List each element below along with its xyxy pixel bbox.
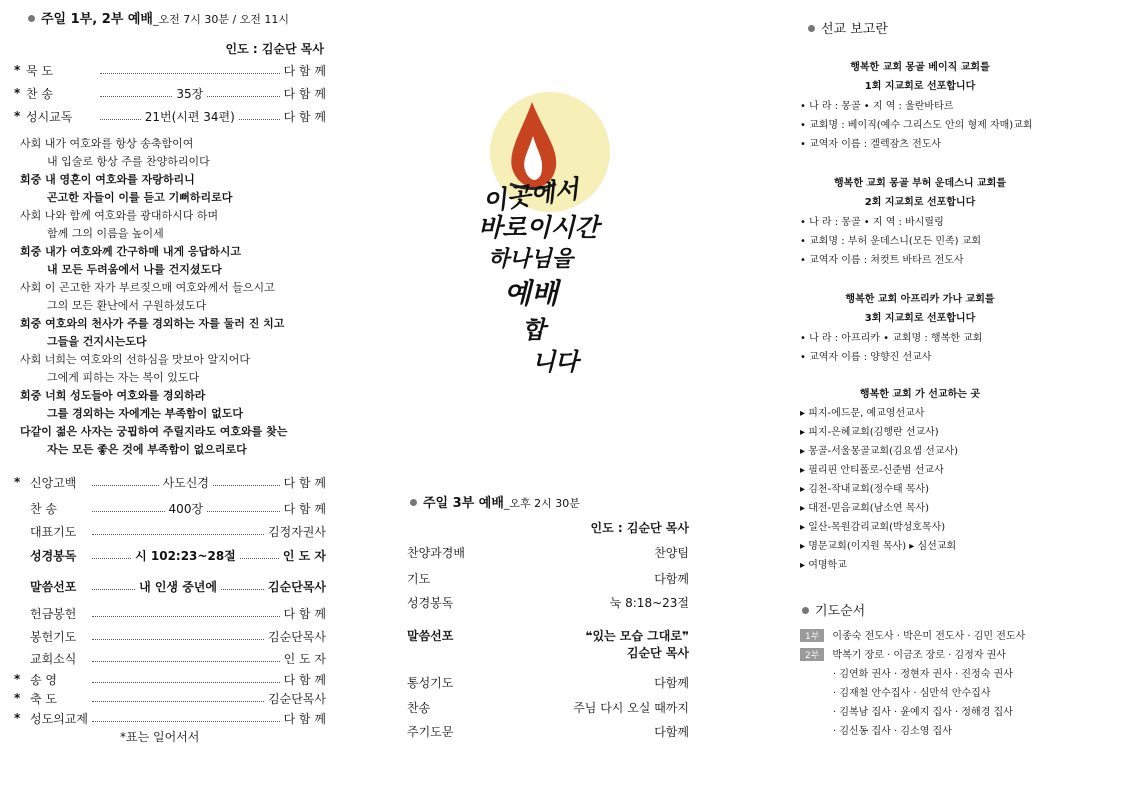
order-item-person: 다 함 께: [283, 672, 326, 687]
order-item-detail: 21번(시편 34편): [144, 109, 235, 124]
standing-mark: *: [14, 691, 21, 705]
church-heading-1: 행복한 교회 아프리카 가나 교회를: [845, 294, 995, 305]
order-item-person: 인 도 자: [282, 548, 326, 563]
order-row: [14, 107, 326, 125]
service-3-row: [407, 594, 689, 611]
church-detail-line: • 교역자 이름 : 양향진 선교사: [800, 352, 932, 363]
prayer-row: [800, 627, 1025, 642]
dot-leader: [92, 721, 280, 722]
order-row: [14, 473, 326, 491]
service-3-item: 말씀선포: [407, 629, 454, 643]
order-row: [14, 670, 326, 688]
order-row: [14, 546, 326, 564]
standing-mark: *: [14, 672, 21, 686]
order-item-person: 김순단목사: [268, 691, 326, 706]
worship-calligraphy-art: [470, 90, 635, 390]
order-item-person: 인 도 자: [283, 651, 326, 666]
church-detail-line: • 교역자 이름 : 겔렉잠츠 전도사: [800, 139, 942, 150]
standing-mark: *: [14, 63, 21, 77]
standing-mark: *: [14, 711, 21, 725]
dot-leader: [92, 589, 135, 590]
prayer-names: 이종숙 전도사 · 박은미 전도사 · 김민 전도사: [832, 631, 1026, 642]
support-heading: 행복한 교회 가 선교하는 곳: [859, 389, 981, 400]
dot-leader: [92, 661, 280, 662]
service-3-row: [407, 570, 689, 587]
service-3-detail-text: 주님 다시 오실 때까지: [573, 701, 689, 715]
service-3-item: 찬송: [407, 701, 431, 715]
order-item-name: 찬 송: [30, 501, 57, 516]
service-3-row: [407, 699, 689, 716]
service-tag: 2부: [800, 648, 824, 661]
reading-line: 회중 너희 성도들아 여호와를 경외하라: [20, 389, 206, 402]
order-row: [14, 649, 326, 667]
reading-line: 회중 내가 여호와께 간구하매 내게 응답하시고: [20, 245, 242, 258]
order-item-name: 송 영: [30, 672, 57, 687]
standing-footnote: *표는 일어서서: [120, 730, 200, 744]
support-item: ▸ 일산-목원감리교회(박성호목사): [800, 522, 946, 533]
calligraphy-line-4: 예배: [504, 277, 559, 310]
church-detail-line: • 나 라 : 몽골 • 지 역 : 바시릴링: [800, 217, 944, 228]
service-tag: 1부: [800, 629, 824, 642]
calligraphy-line-5: 합: [522, 315, 546, 344]
support-item: ▸ 피지-에드문, 예교영선교사: [800, 408, 925, 419]
service-3-row: [407, 544, 689, 561]
order-row: [14, 499, 326, 517]
church-detail-line: • 나 라 : 몽골 • 지 역 : 울란바타르: [800, 101, 954, 112]
prayer-names: · 김재철 안수집사 · 심만석 안수집사: [833, 688, 991, 699]
dot-leader: [239, 119, 280, 120]
reading-line: 사회 내가 여호와를 항상 송축함이여: [20, 137, 194, 150]
prayer-names: 박복기 장로 · 이금조 장로 · 김정자 권사: [832, 650, 1006, 661]
service-3-detail: [654, 544, 689, 561]
prayer-row: [833, 722, 952, 737]
responsive-reading: [20, 135, 330, 459]
reading-line: 내 입술로 항상 주를 찬양하리이다: [47, 155, 210, 168]
order-item-name: 성시교독: [26, 109, 73, 124]
order-row: [14, 84, 326, 102]
service-3-detail: [654, 674, 689, 691]
dot-leader: [92, 616, 280, 617]
dot-leader: [92, 639, 264, 640]
order-item-name: 대표기도: [30, 524, 77, 539]
service-3-detail: [573, 699, 689, 716]
prayer-names: · 김신동 집사 · 김소영 집사: [833, 726, 952, 737]
order-row: [14, 61, 326, 79]
church-detail-line: • 교회명 : 베이직(예수 그리스도 안의 형제 자매)교회: [800, 120, 1033, 131]
reading-line: 사회 너희는 여호와의 선하심을 맛보아 알지어다: [20, 353, 251, 366]
service-3-detail: [610, 594, 689, 611]
order-item-person: 김순단목사: [268, 629, 326, 644]
service-3-row: [407, 627, 689, 661]
bullet-dot-icon: [808, 25, 815, 32]
order-row: [14, 627, 326, 645]
dot-leader: [92, 485, 159, 486]
order-item-person: 다 함 께: [283, 109, 326, 124]
bullet-dot-icon: [28, 15, 35, 22]
reading-line: 그들을 건지시는도다: [47, 335, 147, 348]
prayer-row: [833, 684, 991, 699]
prayer-row: [800, 646, 1006, 661]
service-3-detail: [654, 570, 689, 587]
dot-leader: [213, 485, 280, 486]
reading-line: 곤고한 자들이 이를 듣고 기뻐하리로다: [47, 191, 233, 204]
order-item-person: 다 함 께: [283, 606, 326, 621]
church-heading-2: 2회 지교회로 선포합니다: [864, 197, 976, 208]
service-3-item: 찬양과경배: [407, 546, 465, 560]
service-3-leader: 인도 : 김순단 목사: [590, 521, 689, 535]
bullet-dot-icon: [802, 607, 809, 614]
standing-mark: *: [14, 86, 21, 100]
order-item-name: 헌금봉헌: [30, 606, 77, 621]
dot-leader: [100, 73, 280, 74]
service-12-leader: 인도 : 김순단 목사: [225, 42, 324, 56]
church-heading-1: 행복한 교회 몽골 베이직 교회를: [850, 62, 990, 73]
church-detail-line: • 나 라 : 아프리카 • 교회명 : 행복한 교회: [800, 333, 983, 344]
order-item-name: 말씀선포: [30, 579, 77, 594]
service-3-detail: [654, 723, 689, 740]
support-item: ▸ 대전-믿음교회(남소연 목사): [800, 503, 930, 514]
mission-title: 선교 보고란: [821, 22, 888, 37]
church-heading-1: 행복한 교회 몽골 부허 운데스니 교회를: [834, 178, 1006, 189]
order-item-detail: 400장: [168, 501, 204, 516]
prayer-row: [833, 665, 1013, 680]
service-3-detail-text: 다함께: [654, 676, 689, 690]
order-item-detail: 내 인생 중년에: [139, 579, 217, 594]
order-row: [14, 604, 326, 622]
service-3-row: [407, 674, 689, 691]
service-3-detail: [585, 627, 689, 661]
reading-line: 회중 여호와의 천사가 주를 경외하는 자를 둘러 진 치고: [20, 317, 285, 330]
reading-line: 사회 이 곤고한 자가 부르짖으매 여호와께서 들으시고: [20, 281, 275, 294]
reading-line: 그에게 피하는 자는 복이 있도다: [47, 371, 200, 384]
prayer-row: [833, 703, 1013, 718]
service-3-heading: [410, 492, 580, 511]
order-item-name: 성도의교제: [30, 711, 88, 726]
order-row: [14, 577, 326, 595]
order-item-person: 다 함 께: [283, 63, 326, 78]
calligraphy-line-3: 하나님을: [488, 246, 574, 272]
service-3-item: 통성기도: [407, 676, 454, 690]
support-item: ▸ 피지-은혜교회(김행란 선교사): [800, 427, 939, 438]
dot-leader: [92, 534, 264, 535]
order-item-person: 김순단목사: [268, 579, 327, 594]
service-3-title: 주일 3부 예배: [423, 496, 504, 511]
standing-mark: *: [14, 109, 21, 123]
church-detail-line: • 교역자 이름 : 쳐컷트 바타르 전도사: [800, 255, 964, 266]
order-item-person: 다 함 께: [283, 501, 326, 516]
prayer-title: 기도순서: [815, 604, 866, 619]
order-item-name: 신앙고백: [30, 475, 77, 490]
order-item-detail: 시 102:23~28절: [135, 548, 236, 563]
dot-leader: [240, 558, 279, 559]
support-item: ▸ 김천-작내교회(정수태 목사): [800, 484, 930, 495]
calligraphy-line-2: 바로이시간: [478, 213, 599, 242]
dot-leader: [92, 511, 165, 512]
service-3-detail-text: 찬양팀: [654, 546, 689, 560]
prayer-names: · 김연화 권사 · 정현자 권사 · 진정숙 권사: [833, 669, 1013, 680]
order-item-name: 찬 송: [26, 86, 53, 101]
prayer-heading: [802, 600, 865, 619]
support-item: ▸ 몽골-서울몽골교회(김요셉 선교사): [800, 446, 959, 457]
order-item-name: 축 도: [30, 691, 57, 706]
mission-heading: [808, 18, 888, 37]
calligraphy-line-6: 니다: [532, 347, 579, 376]
church-detail-line: • 교회명 : 부허 운데스니(모든 민족) 교회: [800, 236, 982, 247]
dot-leader: [92, 682, 280, 683]
church-heading-2: 1회 지교회로 선포합니다: [864, 81, 976, 92]
service-3-item: 기도: [407, 572, 431, 586]
service-3-detail-text: ❝있는 모습 그대로❞: [585, 629, 689, 643]
support-item: ▸ 필리핀 안티폴로-신준범 선교사: [800, 465, 944, 476]
order-item-person: 김정자권사: [268, 524, 326, 539]
dot-leader: [100, 96, 172, 97]
support-item: ▸ 여명학교: [800, 560, 847, 571]
order-item-name: 봉헌기도: [30, 629, 77, 644]
order-item-detail: 35장: [176, 86, 204, 101]
order-item-person: 다 함 께: [283, 475, 326, 490]
dot-leader: [207, 96, 279, 97]
dot-leader: [100, 119, 141, 120]
service-3-detail-person: 김순단 목사: [626, 646, 689, 660]
service-3-time: _오후 2시 30분: [503, 497, 580, 510]
service-3-detail-text: 다함께: [654, 572, 689, 586]
order-item-person: 다 함 께: [283, 86, 326, 101]
service-12-time: _오전 7시 30분 / 오전 11시: [152, 13, 290, 26]
dot-leader: [92, 558, 131, 559]
reading-line: 다같이 젊은 사자는 궁핍하여 주릴지라도 여호와를 찾는: [20, 425, 288, 438]
reading-line: 사회 나와 함께 여호와를 광대하시다 하며: [20, 209, 219, 222]
bullet-dot-icon: [410, 499, 417, 506]
order-item-person: 다 함 께: [283, 711, 326, 726]
service-12-title: 주일 1부, 2부 예배: [41, 12, 153, 27]
reading-line: 내 모든 두려움에서 나를 건지셨도다: [47, 263, 222, 276]
standing-mark: *: [14, 475, 21, 489]
support-item: ▸ 명문교회(이지원 목사) ▸ 심선교회: [800, 541, 957, 552]
service-12-heading: [28, 8, 289, 27]
church-heading-2: 3회 지교회로 선포합니다: [864, 313, 976, 324]
order-row: [14, 689, 326, 707]
reading-line: 그의 모든 환난에서 구원하셨도다: [47, 299, 207, 312]
reading-line: 함께 그의 이름을 높이세: [47, 227, 164, 240]
service-3-detail-text: 다함께: [654, 725, 689, 739]
reading-line: 그를 경외하는 자에게는 부족함이 없도다: [47, 407, 243, 420]
order-row: [14, 709, 326, 727]
order-item-name: 성경봉독: [30, 548, 77, 563]
order-row: [14, 522, 326, 540]
reading-line: 자는 모든 좋은 것에 부족함이 없으리로다: [47, 443, 247, 456]
reading-line: 회중 내 영혼이 여호와를 자랑하리니: [20, 173, 195, 186]
service-3-item: 주기도문: [407, 725, 454, 739]
prayer-names: · 김복남 집사 · 윤예지 집사 · 정해경 집사: [833, 707, 1013, 718]
service-3-row: [407, 723, 689, 740]
order-item-name: 교회소식: [30, 651, 77, 666]
order-item-name: 묵 도: [26, 63, 53, 78]
dot-leader: [207, 511, 280, 512]
calligraphy-line-1: 이곳에서: [480, 174, 581, 217]
dot-leader: [92, 701, 264, 702]
service-3-detail-text: 눅 8:18~23절: [609, 596, 689, 610]
service-3-item: 성경봉독: [407, 596, 454, 610]
order-item-detail: 사도신경: [162, 475, 209, 490]
dot-leader: [221, 589, 264, 590]
